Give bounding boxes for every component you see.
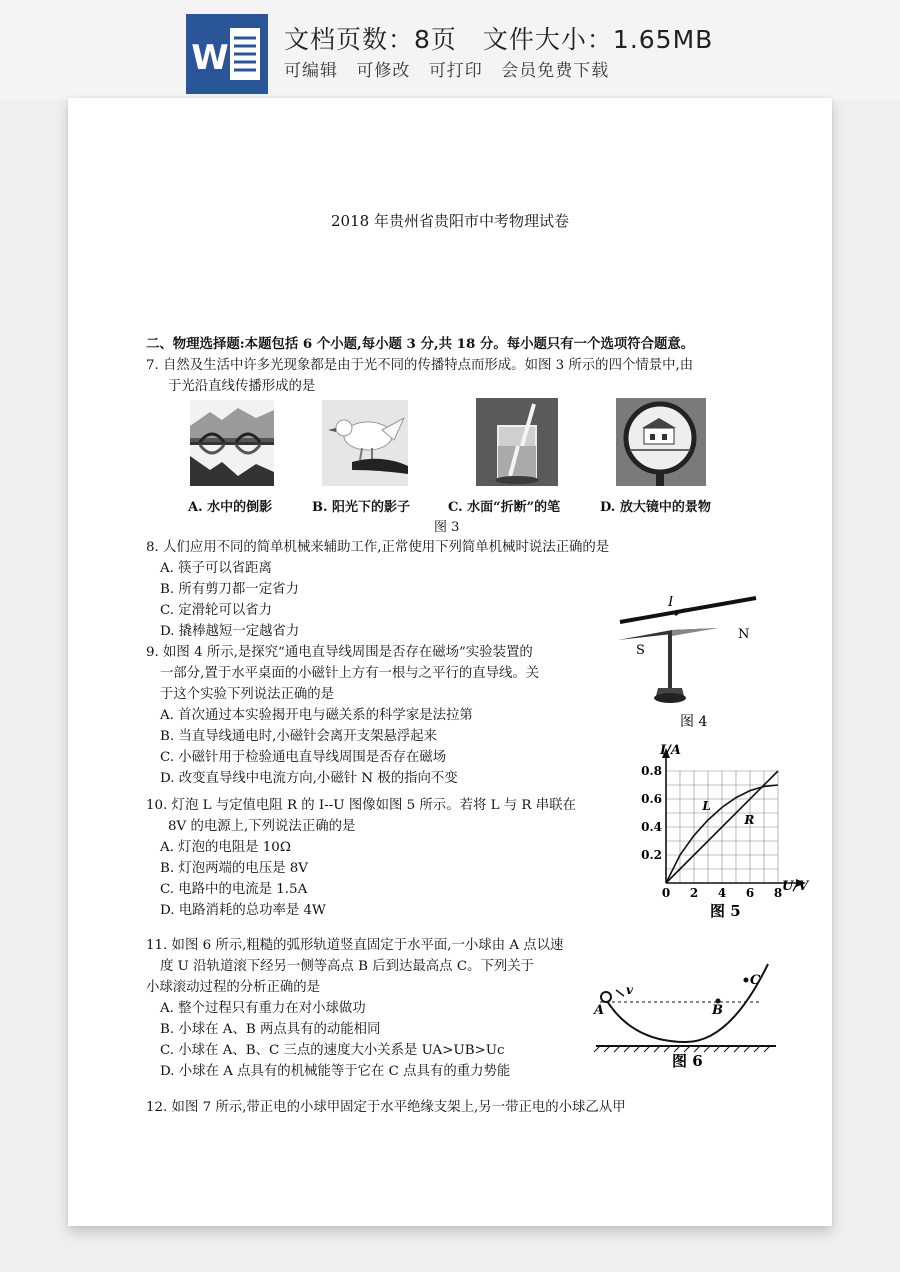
q8-stem: 8. 人们应用不同的简单机械来辅助工作,正常使用下列简单机械时说法正确的是 [146, 540, 610, 555]
figure-6-label: 图 6 [672, 1052, 703, 1070]
q11-stem-line1: 11. 如图 6 所示,粗糙的弧形轨道竖直固定于水平面,一小球由 A 点以速 [146, 938, 564, 953]
x-axis-label: U/V [782, 879, 809, 894]
y-tick-label: 0.8 [641, 764, 662, 778]
q8-option-c: C. 定滑轮可以省力 [160, 603, 273, 618]
y-axis-label: I/A [660, 743, 681, 758]
q12-stem-line1: 12. 如图 7 所示,带正电的小球甲固定于水平绝缘支架上,另一带正电的小球乙从甲 [146, 1100, 626, 1115]
q9-option-d: D. 改变直导线中电流方向,小磁针 N 极的指向不变 [160, 771, 458, 786]
south-pole-label: S [636, 643, 645, 658]
document-page [68, 98, 832, 1226]
y-tick-label: 0.4 [641, 820, 662, 834]
word-document-icon [186, 14, 268, 94]
x-tick-label: 0 [661, 886, 671, 900]
svg-text:W: W [191, 38, 229, 78]
q7-caption-d: D. 放大镜中的景物 [600, 500, 711, 515]
figure-5-label: 图 5 [710, 902, 741, 920]
document-stats [284, 20, 713, 56]
x-tick-label: 4 [717, 886, 727, 900]
point-c-label: C [750, 973, 761, 988]
q8-option-b: B. 所有剪刀都一定省力 [160, 582, 299, 597]
section-heading: 二、物理选择题:本题包括 6 个小题,每小题 3 分,共 18 分。每小题只有一个选项符合题意。 [146, 336, 695, 352]
photo-water-reflection [190, 400, 274, 486]
q10-stem-line2: 8V 的电源上,下列说法正确的是 [168, 819, 356, 834]
q9-stem-line3: 于这个实验下列说法正确的是 [160, 687, 335, 702]
current-label: I [668, 596, 674, 610]
q10-option-d: D. 电路消耗的总功率是 4W [160, 903, 326, 918]
x-tick-label: 6 [745, 886, 755, 900]
q7-caption-a: A. 水中的倒影 [188, 500, 273, 515]
velocity-label: v [626, 983, 633, 997]
photo-bent-pencil [476, 398, 558, 486]
q11-option-c: C. 小球在 A、B、C 三点的速度大小关系是 UA>UB>Uc [160, 1043, 505, 1058]
q9-stem-line2: 一部分,置于水平桌面的小磁针上方有一根与之平行的直导线。关 [160, 666, 540, 681]
q8-option-a: A. 筷子可以省距离 [160, 561, 272, 576]
document-title: 2018 年贵州省贵阳市中考物理试卷 [331, 212, 569, 230]
figure-5-iu-chart [626, 738, 816, 928]
point-b-label: B [712, 1003, 723, 1018]
download-header [0, 0, 900, 100]
q10-stem-line1: 10. 灯泡 L 与定值电阻 R 的 I--U 图像如图 5 所示。若将 L 与 R 串联在 [146, 798, 576, 813]
figure-3-label: 图 3 [434, 520, 460, 535]
page-count: 文档页数：8页 [284, 25, 457, 54]
photo-magnifier-scene [616, 398, 706, 486]
series-label-l: L [702, 799, 711, 814]
q10-option-b: B. 灯泡两端的电压是 8V [160, 861, 308, 876]
q10-option-c: C. 电路中的电流是 1.5A [160, 882, 308, 897]
north-pole-label: N [738, 627, 750, 642]
figure-6-arc-track [590, 956, 780, 1070]
q9-option-b: B. 当直导线通电时,小磁针会离开支架悬浮起来 [160, 729, 438, 744]
q7-stem-line2: 于光沿直线传播形成的是 [168, 379, 316, 394]
feature-printable: 可打印 [428, 61, 483, 81]
q11-option-d: D. 小球在 A 点具有的机械能等于它在 C 点具有的重力势能 [160, 1064, 511, 1079]
q11-stem-line2: 度 U 沿轨道滚下经另一侧等高点 B 后到达最高点 C。下列关于 [160, 959, 535, 974]
x-tick-label: 2 [689, 886, 699, 900]
series-label-r: R [744, 813, 755, 828]
q9-stem-line1: 9. 如图 4 所示,是探究“通电直导线周围是否存在磁场”实验装置的 [146, 645, 533, 660]
y-tick-label: 0.6 [641, 792, 662, 806]
q10-option-a: A. 灯泡的电阻是 10Ω [160, 840, 291, 855]
q8-option-d: D. 撬棒越短一定越省力 [160, 624, 300, 639]
figure-4-wire-and-compass [618, 596, 768, 736]
chart-ticks [641, 764, 782, 900]
x-tick-label: 8 [773, 886, 783, 900]
feature-modifiable: 可修改 [356, 61, 411, 81]
y-tick-label: 0.2 [641, 848, 662, 862]
q7-caption-b: B. 阳光下的影子 [312, 500, 411, 515]
feature-member-download: 会员免费下载 [501, 61, 610, 81]
point-a-label: A [594, 1003, 605, 1018]
q7-caption-c: C. 水面“折断”的笔 [448, 500, 561, 515]
photo-sunlight-shadow [322, 400, 408, 486]
q11-option-b: B. 小球在 A、B 两点具有的动能相同 [160, 1022, 381, 1037]
q7-stem-line1: 7. 自然及生活中许多光现象都是由于光不同的传播特点而形成。如图 3 所示的四个情景中,由 [146, 358, 694, 373]
feature-list [284, 56, 621, 81]
figure-4-label: 图 4 [680, 714, 708, 730]
file-size: 文件大小：1.65MB [482, 25, 714, 54]
q11-stem-line3: 小球滚动过程的分析正确的是 [146, 980, 321, 995]
feature-editable: 可编辑 [284, 61, 338, 81]
q11-option-a: A. 整个过程只有重力在对小球做功 [160, 1001, 366, 1016]
q9-option-a: A. 首次通过本实验揭开电与磁关系的科学家是法拉第 [160, 708, 473, 723]
q9-option-c: C. 小磁针用于检验通电直导线周围是否存在磁场 [160, 750, 447, 765]
